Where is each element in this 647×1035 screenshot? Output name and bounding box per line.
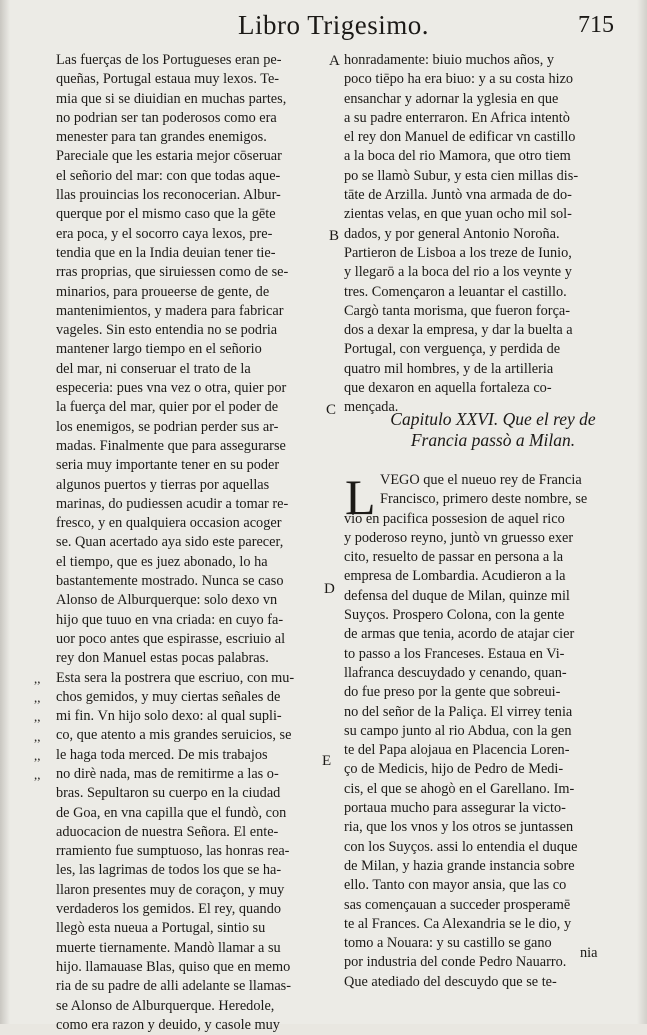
text-line: que dexaron en aquella fortaleza co- [344,380,552,397]
text-line: algunos puertos y tierras por aquellas [56,476,270,493]
text-line: minarios, para proueerse de gente, de [56,283,270,300]
quote-mark: ,, [34,728,41,744]
page-gutter-shadow [0,0,10,1024]
text-line: empresa de Lombardia. Acudieron a la [344,568,566,585]
text-line: no podrian ser tan poderosos como era [56,109,277,126]
text-line: les, las lagrimas de todos los que se ha- [56,862,282,879]
text-line: del mar, ni conseruar el trato de la [56,360,251,377]
text-line: fresco, y en qualquiera occasion acoger [56,515,282,532]
text-line: se Alonso de Alburquerque. Heredole, [56,997,275,1014]
text-line: muerte tiernamente. Mandò llamar a su [56,939,281,956]
text-line: chos gemidos, y muy ciertas señales de [56,688,281,705]
text-line: poco tiēpo ha era biuo: y a su costa hizo [344,71,574,88]
text-line: zientas velas, en que yuan ocho mil sol- [344,206,572,223]
text-line: rras proprias, que siruiessen como de se- [56,264,289,281]
text-line: vageles. Sin esto entendia no se podria [56,322,278,339]
text-line: mia que si se diuidian en muchas partes, [56,90,287,107]
chapter-heading [368,409,618,451]
text-line: por industria del conde Pedro Nauarro. [344,954,567,971]
margin-letter-c: C [326,402,337,418]
text-line: no del señor de la Paliça. El virrey tenia [344,703,573,720]
quote-mark: ,, [34,747,41,763]
catchword: nia [580,945,598,961]
text-line: do fue preso por la gente que sobreui- [344,684,561,701]
text-line: el tiempo, que es juez abonado, lo ha [56,553,268,570]
text-line: a la boca del rio Mamora, que otro tiem [344,148,571,165]
text-line: portaua mucho para assegurar la victo- [344,800,566,817]
text-line: mantener largo tiempo en el señorio [56,341,262,358]
text-line: seria muy importante tener en su poder [56,457,280,474]
text-line: VEGO que el nueuo rey de Francia [380,472,582,488]
text-line: se. Quan acertado aya sido este parecer, [56,534,284,551]
text-line: tomo a Nouara: y su castillo se gano [344,935,552,952]
text-line: queñas, Portugal estaua muy lexos. Te- [56,71,280,88]
text-line: no dirè nada, mas de remitirme a las o- [56,765,279,782]
margin-letter-e: E [322,753,332,769]
page-number: 715 [578,12,614,38]
text-line: mantenimientos, y madera para fabricar [56,302,284,319]
text-line: dos a dexar la empresa, y dar la buelta a [344,322,573,339]
text-line: su campo junto al rio Abdua, con la gen [344,722,572,739]
text-line: Francisco, primero deste nombre, se [380,491,588,508]
text-line: Cargò tanta morisma, que fueron força- [344,302,571,319]
text-line: cis, el que se ahogò en el Garellano. Im- [344,780,575,797]
text-line: verdaderos los gemidos. El rey, quando [56,901,281,918]
text-line: los enemigos, se podrian perder sus ar- [56,418,279,435]
text-line: y llegarō a la boca del rio a los veynte y [344,264,572,281]
text-line: po se llamò Subur, y esta cien millas dis- [344,167,579,184]
text-line: honradamente: biuio muchos años, y [344,52,555,68]
text-line: to passo a los Franceses. Estaua en Vi- [344,645,565,662]
text-line: de armas que tenia, acordo de atajar cier [344,626,575,643]
text-line: ensanchar y adornar la yglesia en que [344,90,559,107]
quote-mark: ,, [34,767,41,783]
text-line: el rey don Manuel de edificar vn castillo [344,129,576,146]
text-line: ello. Tanto con mayor ansia, que las co [344,877,567,894]
margin-letter-a: A [329,53,340,69]
text-line: ço de Medicis, hijo de Pedro de Medi- [344,761,564,778]
text-line: querque por el mismo caso que la gēte [56,206,276,223]
text-line: aduocacion de nuestra Señora. El ente- [56,823,279,840]
text-line: defensa del duque de Milan, quinze mil [344,587,570,604]
text-line: le haga toda merced. De mis trabajos [56,746,268,763]
drop-cap: L [345,469,376,525]
text-line: Suyços. Prospero Colona, con la gente [344,607,565,624]
text-line: como era razon y deuido, y casole muy [56,1016,280,1033]
text-line: a su padre enterraron. En Africa intentò [344,109,570,126]
text-line: menester para tan grandes enemigos. [56,129,267,146]
text-line: tāte de Arzilla. Juntò vna armada de do- [344,187,572,204]
margin-letter-d: D [324,581,335,597]
text-line: tres. Començaron a leuantar el castillo. [344,283,567,300]
text-line: hijo. llamauase Blas, quiso que en memo [56,958,291,975]
text-line: Pareciale que les estaria mejor cōseruar [56,148,282,165]
text-line: uor poco antes que espirasse, escriuio al [56,630,286,647]
text-line: era poca, y el socorro caya lexos, pre- [56,225,273,242]
right-column-top [344,51,612,418]
text-line: la fuerça del mar, quier por el poder de [56,399,279,416]
text-line: Esta sera la postrera que escriuo, con mu- [56,669,295,686]
quote-mark: ,, [34,709,41,725]
left-column [56,51,323,1035]
text-line: sas començauan a succeder prosperamē [344,896,571,913]
chapter-heading-line-1: Capitulo XXVI. Que el rey de [390,409,596,429]
text-line: madas. Finalmente que para assegurarse [56,437,286,454]
text-line: Las fuerças de los Portugueses eran pe- [56,52,282,68]
text-line: rramiento fue sumptuoso, las honras rea- [56,843,290,860]
running-title: Libro Trigesimo. [238,10,430,40]
text-line: dados, y por general Antonio Noroña. [344,225,560,242]
text-line: llegò esta nueua a Portugal, sintio su [56,920,266,937]
text-line: mençada. [344,399,399,416]
right-column-chapter [344,471,612,992]
text-line: con los Suyços. assi lo entendia el duque [344,838,578,855]
text-line: Portugal, con verguença, y perdida de [344,341,561,358]
text-line: ria de su padre de alli adelante se llamas- [56,978,291,995]
text-line: Que atediado del descuydo que se te- [344,973,557,990]
chapter-heading-line-2: Francia passò a Milan. [410,430,576,450]
text-line: de Goa, en vna capilla que el fundò, con [56,804,287,821]
text-line: tendia que en la India deuian tener tie- [56,244,276,261]
text-line: el señorio del mar: con que todas aque- [56,167,281,184]
text-line: llafranca descuydado y cenando, quan- [344,664,567,681]
text-line: hijo que tuuo en vna criada: en cuyo fa- [56,611,284,628]
text-line: te del Papa alojaua en Placencia Loren- [344,742,570,759]
text-line: bastantemente mostrado. Nunca se caso [56,573,284,590]
text-line: marinas, do pudiessen acudir a tomar re- [56,495,289,512]
text-line: co, que atento a mis grandes seruicios, se [56,727,292,744]
text-line: Partieron de Lisboa a los treze de Iunio, [344,244,572,261]
text-line: cito, resuelto de passar en persona a la [344,549,564,566]
text-line: mi fin. Vn hijo solo dexo: al qual supli- [56,708,282,725]
text-line: Alonso de Alburquerque: solo dexo vn [56,592,278,609]
text-line: quatro mil hombres, y de la artilleria [344,360,554,377]
text-line: de Milan, y hazia grande instancia sobre [344,857,575,874]
text-line: bras. Sepultaron su cuerpo en la ciudad [56,785,281,802]
margin-letter-b: B [329,228,340,244]
quote-mark: ,, [34,689,41,705]
quote-mark: ,, [34,670,41,686]
text-line: especeria: pues vna vez o otra, quier por [56,380,287,397]
text-line: rey don Manuel estas pocas palabras. [56,650,269,667]
text-line: y poderoso reyno, juntò vn gruesso exer [344,529,574,546]
text-line: te al Frances. Ca Alexandria se le dio, y [344,915,572,932]
text-line: vio en pacifica possesion de aquel rico [344,510,565,527]
text-line: llaron presentes muy de coraçon, y muy [56,881,285,898]
text-line: llas prouincias los reconocerian. Albur- [56,187,281,204]
text-line: ria, que los vnos y los otros se juntassen [344,819,574,836]
page-edge-shadow [637,0,647,1024]
